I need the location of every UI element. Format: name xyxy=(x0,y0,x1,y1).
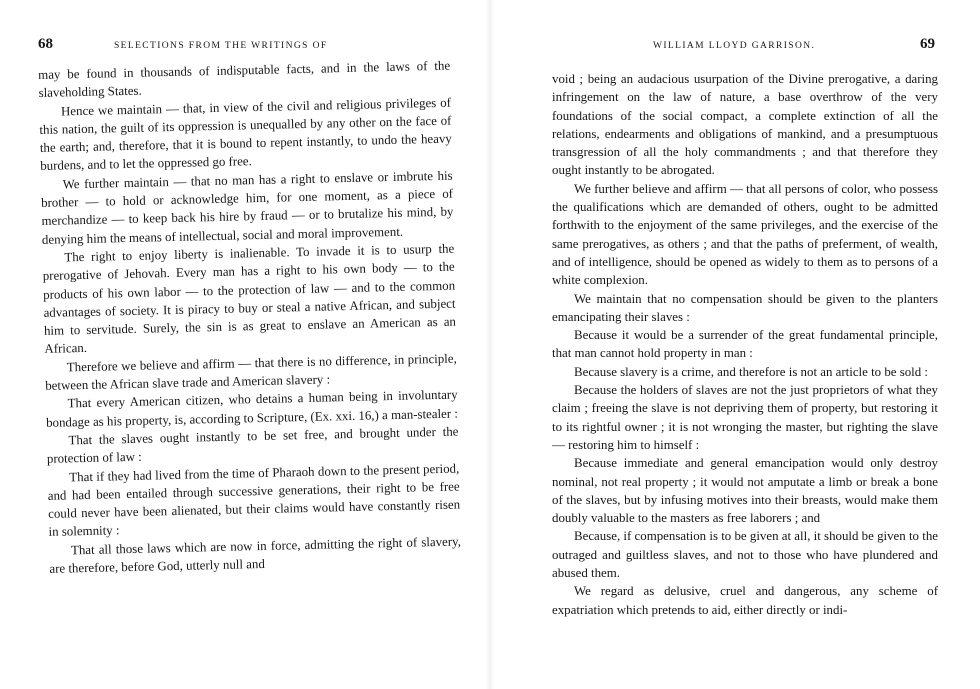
paragraph: Hence we maintain — that, in view of the civil and religious privileges of this nation, the guilt of its oppression is unequalled by any other on the face of the earth; and, therefore, that it is bound to repent instantly, to undo the heavy burdens, and to let the oppressed go free. xyxy=(39,95,452,174)
left-page-body xyxy=(38,57,462,579)
left-running-head: SELECTIONS FROM THE WRITINGS OF xyxy=(114,41,328,51)
right-page-body xyxy=(552,70,938,619)
paragraph: Because the holders of slaves are not the just proprietors of what they claim ; freeing the slave is not depriving them of property, but restoring it to its rightful owner ; it is not wronging the master, but righting the slave — restoring him to himself : xyxy=(552,383,938,452)
right-page xyxy=(490,0,980,689)
paragraph: That every American citizen, who detains a human being in involuntary bondage as his property, is, according to Scripture, (Ex. xxi. 16,) a man-stealer : xyxy=(45,387,459,430)
paragraph: We further believe and affirm — that all persons of color, who possess the qualifications which are demanded of others, ought to be admitted forthwith to the enjoyment of the same privileges, and the exercise of the same prerogatives, as others ; and that the paths of preferment, of wealth, and of intelligence, should be opened as widely to them as to persons of a white complexion. xyxy=(552,181,938,288)
paragraph: We further maintain — that no man has a right to enslave or imbrute his brother — to hold or acknowledge him, for one moment, as a piece of merchandize — to keep back his hire by fraud — or to brutalize his mind, by denying him the means of intellectual, social and moral improvement. xyxy=(40,168,454,247)
right-page-number: 69 xyxy=(920,36,935,52)
left-page-number: 68 xyxy=(38,36,53,52)
paragraph: may be found in thousands of indisputable facts, and in the laws of the slaveholding States. xyxy=(38,58,451,101)
paragraph: We regard as delusive, cruel and dangerous, any scheme of expatriation which pretends to aid, either directly or indi- xyxy=(552,584,938,617)
paragraph: Because slavery is a crime, and therefore is not an article to be sold : xyxy=(574,364,929,379)
right-running-head: WILLIAM LLOYD GARRISON. xyxy=(653,41,816,51)
paragraph: The right to enjoy liberty is inalienable. To invade it is to usurp the prerogative of Jehovah. Every man has a right to his own body — to the products of his own labor — to the protection of law — and to the common advantages of society. It is piracy to buy or steal a native African, and subject him to servitude. Surely, the sin is as great to enslave an American as an African. xyxy=(42,241,457,357)
paragraph: We maintain that no compensation should be given to the planters emancipating their slaves : xyxy=(552,291,938,324)
paragraph: That the slaves ought instantly to be set free, and brought under the protection of law : xyxy=(46,424,459,467)
paragraph: void ; being an audacious usurpation of the Divine prerogative, a daring infringement on the law of nature, a base overthrow of the very foundations of the social compact, a complete extinction of all the relations, endearments and obligations of mankind, and a presumptuous transgression of all the holy commandments ; and that therefore they ought instantly to be abrogated. xyxy=(552,72,938,178)
paragraph: Therefore we believe and affirm — that there is no difference, in principle, between the African slave trade and American slavery : xyxy=(45,351,457,393)
paragraph: That all those laws which are now in force, admitting the right of slavery, are therefore, before God, utterly null and xyxy=(49,534,462,576)
paragraph: Because, if compensation is to be given at all, it should be given to the outraged and guiltless slaves, and not to those who have plundered and abused them. xyxy=(552,529,938,581)
paragraph: Because immediate and general emancipation would only destroy nominal, not real property ; it would not amputate a limb or break a bone of the slaves, but by infusing motives into their breasts, would make them doubly valuable to the masters as free laborers ; and xyxy=(552,456,938,526)
paragraph: That if they had lived from the time of Pharaoh down to the present period, and had been entailed through successive generations, their right to be free could never have been alienated, but their claims would have constantly risen in solemnity : xyxy=(47,461,461,540)
paragraph: Because it would be a surrender of the great fundamental principle, that man cannot hold property in man : xyxy=(552,328,938,361)
